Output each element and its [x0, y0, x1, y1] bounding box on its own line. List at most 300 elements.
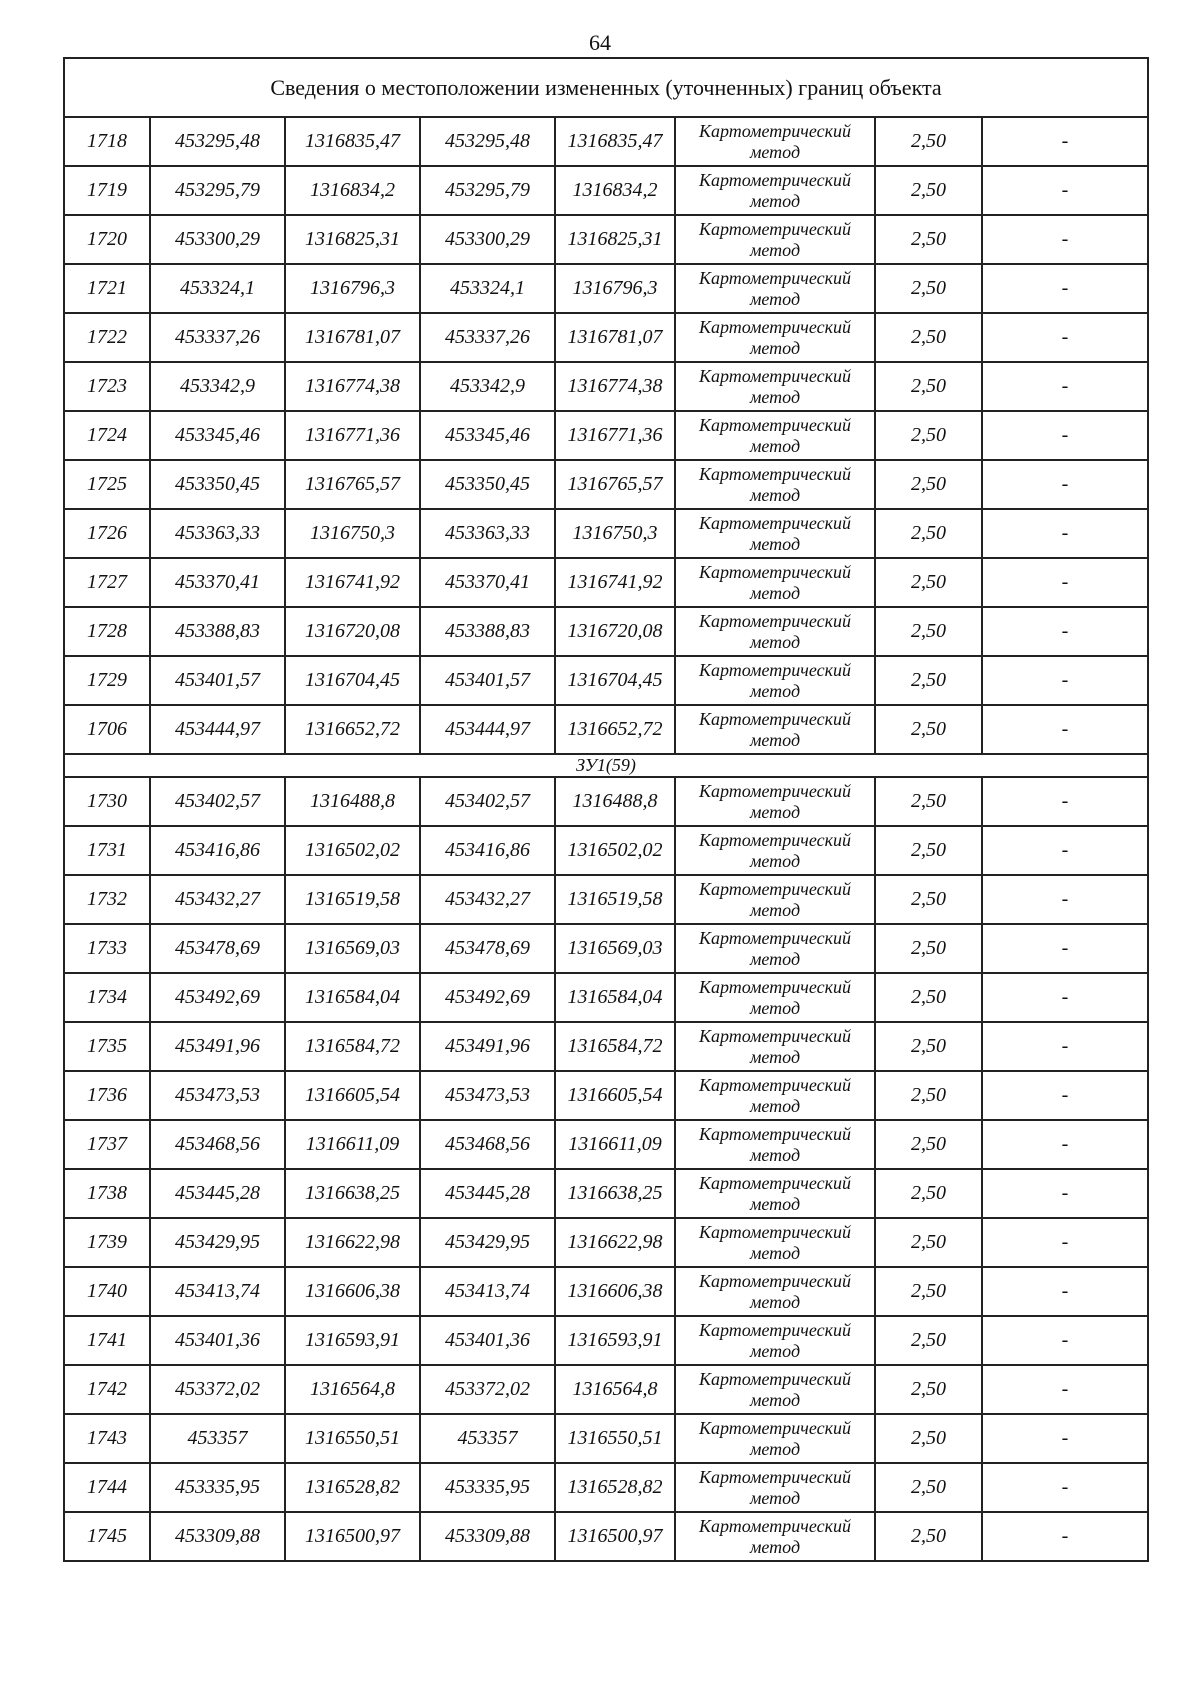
- method-text: метод: [749, 1291, 801, 1312]
- method-text: Картометрический: [698, 414, 851, 435]
- point-number-cell: 1728: [64, 607, 150, 656]
- method-text: Картометрический: [698, 708, 851, 729]
- existing-x-cell: 453401,57: [150, 656, 285, 705]
- method-text: Картометрический: [698, 218, 851, 239]
- refined-x-cell: 453335,95: [420, 1463, 555, 1512]
- accuracy-cell: 2,50: [875, 924, 982, 973]
- method-cell: [675, 1022, 875, 1071]
- accuracy-cell: 2,50: [875, 460, 982, 509]
- refined-x-cell: 453370,41: [420, 558, 555, 607]
- method-cell: [675, 1267, 875, 1316]
- existing-x-cell: 453473,53: [150, 1071, 285, 1120]
- accuracy-cell: 2,50: [875, 1120, 982, 1169]
- table-row: [64, 1022, 1148, 1071]
- refined-y-cell: 1316771,36: [555, 411, 675, 460]
- accuracy-cell: 2,50: [875, 264, 982, 313]
- note-cell: -: [982, 1120, 1148, 1169]
- existing-y-cell: 1316611,09: [285, 1120, 420, 1169]
- method-cell: [675, 1365, 875, 1414]
- existing-x-cell: 453416,86: [150, 826, 285, 875]
- method-text: Картометрический: [698, 120, 851, 141]
- table-row: [64, 117, 1148, 166]
- existing-y-cell: 1316638,25: [285, 1169, 420, 1218]
- table-body: [64, 117, 1148, 1561]
- refined-y-cell: 1316605,54: [555, 1071, 675, 1120]
- method-text: Картометрический: [698, 1123, 851, 1144]
- refined-y-cell: 1316564,8: [555, 1365, 675, 1414]
- refined-x-cell: 453342,9: [420, 362, 555, 411]
- method-text: метод: [749, 1193, 801, 1214]
- method-cell: [675, 777, 875, 826]
- refined-x-cell: 453350,45: [420, 460, 555, 509]
- refined-x-cell: 453388,83: [420, 607, 555, 656]
- method-text: Картометрический: [698, 365, 851, 386]
- method-text: Картометрический: [698, 976, 851, 997]
- existing-x-cell: 453345,46: [150, 411, 285, 460]
- refined-y-cell: 1316835,47: [555, 117, 675, 166]
- note-cell: -: [982, 1512, 1148, 1561]
- accuracy-cell: 2,50: [875, 215, 982, 264]
- method-text: метод: [749, 435, 801, 456]
- method-text: метод: [749, 899, 801, 920]
- point-number-cell: 1737: [64, 1120, 150, 1169]
- point-number-cell: 1740: [64, 1267, 150, 1316]
- note-cell: -: [982, 1218, 1148, 1267]
- accuracy-cell: 2,50: [875, 973, 982, 1022]
- table-row: [64, 705, 1148, 754]
- section-row: [64, 754, 1148, 777]
- point-number-cell: 1731: [64, 826, 150, 875]
- method-cell: [675, 705, 875, 754]
- method-cell: [675, 509, 875, 558]
- refined-y-cell: 1316638,25: [555, 1169, 675, 1218]
- method-text: метод: [749, 801, 801, 822]
- accuracy-cell: 2,50: [875, 656, 982, 705]
- note-cell: -: [982, 264, 1148, 313]
- existing-y-cell: 1316502,02: [285, 826, 420, 875]
- method-cell: [675, 264, 875, 313]
- refined-x-cell: 453416,86: [420, 826, 555, 875]
- existing-x-cell: 453445,28: [150, 1169, 285, 1218]
- method-cell: [675, 826, 875, 875]
- point-number-cell: 1723: [64, 362, 150, 411]
- note-cell: -: [982, 1316, 1148, 1365]
- table-row: [64, 875, 1148, 924]
- note-cell: -: [982, 117, 1148, 166]
- method-text: метод: [749, 1144, 801, 1165]
- method-text: метод: [749, 1389, 801, 1410]
- existing-x-cell: 453357: [150, 1414, 285, 1463]
- point-number-cell: 1741: [64, 1316, 150, 1365]
- existing-x-cell: 453335,95: [150, 1463, 285, 1512]
- method-text: Картометрический: [698, 169, 851, 190]
- refined-x-cell: 453401,57: [420, 656, 555, 705]
- table-row: [64, 1218, 1148, 1267]
- refined-x-cell: 453295,48: [420, 117, 555, 166]
- existing-x-cell: 453401,36: [150, 1316, 285, 1365]
- method-text: метод: [749, 1438, 801, 1459]
- point-number-cell: 1735: [64, 1022, 150, 1071]
- existing-x-cell: 453342,9: [150, 362, 285, 411]
- refined-y-cell: 1316720,08: [555, 607, 675, 656]
- table-row: [64, 1120, 1148, 1169]
- table-row: [64, 411, 1148, 460]
- refined-y-cell: 1316796,3: [555, 264, 675, 313]
- accuracy-cell: 2,50: [875, 1463, 982, 1512]
- note-cell: -: [982, 607, 1148, 656]
- point-number-cell: 1706: [64, 705, 150, 754]
- existing-x-cell: 453350,45: [150, 460, 285, 509]
- table-row: [64, 777, 1148, 826]
- accuracy-cell: 2,50: [875, 1267, 982, 1316]
- existing-y-cell: 1316564,8: [285, 1365, 420, 1414]
- note-cell: -: [982, 875, 1148, 924]
- refined-x-cell: 453478,69: [420, 924, 555, 973]
- note-cell: -: [982, 509, 1148, 558]
- refined-y-cell: 1316584,04: [555, 973, 675, 1022]
- method-cell: [675, 558, 875, 607]
- refined-x-cell: 453337,26: [420, 313, 555, 362]
- accuracy-cell: 2,50: [875, 777, 982, 826]
- point-number-cell: 1744: [64, 1463, 150, 1512]
- existing-y-cell: 1316750,3: [285, 509, 420, 558]
- refined-y-cell: 1316488,8: [555, 777, 675, 826]
- refined-y-cell: 1316584,72: [555, 1022, 675, 1071]
- method-text: Картометрический: [698, 1368, 851, 1389]
- refined-x-cell: 453324,1: [420, 264, 555, 313]
- existing-x-cell: 453324,1: [150, 264, 285, 313]
- method-text: Картометрический: [698, 463, 851, 484]
- method-text: метод: [749, 337, 801, 358]
- refined-y-cell: 1316622,98: [555, 1218, 675, 1267]
- refined-x-cell: 453401,36: [420, 1316, 555, 1365]
- existing-y-cell: 1316605,54: [285, 1071, 420, 1120]
- method-text: метод: [749, 1487, 801, 1508]
- existing-x-cell: 453370,41: [150, 558, 285, 607]
- note-cell: -: [982, 973, 1148, 1022]
- refined-x-cell: 453432,27: [420, 875, 555, 924]
- note-cell: -: [982, 924, 1148, 973]
- table-row: [64, 1512, 1148, 1561]
- refined-x-cell: 453363,33: [420, 509, 555, 558]
- note-cell: -: [982, 460, 1148, 509]
- refined-x-cell: 453473,53: [420, 1071, 555, 1120]
- existing-y-cell: 1316652,72: [285, 705, 420, 754]
- existing-x-cell: 453309,88: [150, 1512, 285, 1561]
- method-cell: [675, 973, 875, 1022]
- accuracy-cell: 2,50: [875, 1218, 982, 1267]
- accuracy-cell: 2,50: [875, 1365, 982, 1414]
- refined-x-cell: 453492,69: [420, 973, 555, 1022]
- point-number-cell: 1724: [64, 411, 150, 460]
- accuracy-cell: 2,50: [875, 1071, 982, 1120]
- method-text: метод: [749, 288, 801, 309]
- point-number-cell: 1734: [64, 973, 150, 1022]
- existing-y-cell: 1316774,38: [285, 362, 420, 411]
- method-text: метод: [749, 948, 801, 969]
- note-cell: -: [982, 1071, 1148, 1120]
- existing-y-cell: 1316765,57: [285, 460, 420, 509]
- refined-x-cell: 453372,02: [420, 1365, 555, 1414]
- method-text: метод: [749, 1242, 801, 1263]
- existing-y-cell: 1316704,45: [285, 656, 420, 705]
- method-text: Картометрический: [698, 1172, 851, 1193]
- method-text: метод: [749, 1095, 801, 1116]
- point-number-cell: 1738: [64, 1169, 150, 1218]
- method-text: Картометрический: [698, 267, 851, 288]
- method-cell: [675, 1463, 875, 1512]
- method-cell: [675, 1218, 875, 1267]
- accuracy-cell: 2,50: [875, 1316, 982, 1365]
- method-text: Картометрический: [698, 659, 851, 680]
- refined-y-cell: 1316502,02: [555, 826, 675, 875]
- method-text: Картометрический: [698, 780, 851, 801]
- table-row: [64, 607, 1148, 656]
- note-cell: -: [982, 1169, 1148, 1218]
- point-number-cell: 1727: [64, 558, 150, 607]
- table-row: [64, 362, 1148, 411]
- table-row: [64, 509, 1148, 558]
- accuracy-cell: 2,50: [875, 1022, 982, 1071]
- existing-x-cell: 453478,69: [150, 924, 285, 973]
- table-row: [64, 558, 1148, 607]
- method-text: метод: [749, 533, 801, 554]
- table-row: [64, 1071, 1148, 1120]
- method-text: метод: [749, 631, 801, 652]
- method-text: метод: [749, 190, 801, 211]
- method-text: Картометрический: [698, 512, 851, 533]
- point-number-cell: 1720: [64, 215, 150, 264]
- accuracy-cell: 2,50: [875, 362, 982, 411]
- method-text: Картометрический: [698, 1025, 851, 1046]
- existing-y-cell: 1316569,03: [285, 924, 420, 973]
- existing-y-cell: 1316606,38: [285, 1267, 420, 1316]
- refined-y-cell: 1316834,2: [555, 166, 675, 215]
- note-cell: -: [982, 362, 1148, 411]
- point-number-cell: 1718: [64, 117, 150, 166]
- existing-y-cell: 1316796,3: [285, 264, 420, 313]
- existing-y-cell: 1316741,92: [285, 558, 420, 607]
- method-text: метод: [749, 239, 801, 260]
- accuracy-cell: 2,50: [875, 875, 982, 924]
- refined-x-cell: 453345,46: [420, 411, 555, 460]
- accuracy-cell: 2,50: [875, 509, 982, 558]
- note-cell: -: [982, 656, 1148, 705]
- refined-x-cell: 453357: [420, 1414, 555, 1463]
- page-number: 64: [589, 30, 611, 55]
- accuracy-cell: 2,50: [875, 313, 982, 362]
- refined-x-cell: 453413,74: [420, 1267, 555, 1316]
- table-row: [64, 264, 1148, 313]
- point-number-cell: 1725: [64, 460, 150, 509]
- table-row: [64, 215, 1148, 264]
- refined-x-cell: 453491,96: [420, 1022, 555, 1071]
- existing-x-cell: 453295,48: [150, 117, 285, 166]
- method-text: Картометрический: [698, 1221, 851, 1242]
- method-text: Картометрический: [698, 927, 851, 948]
- point-number-cell: 1733: [64, 924, 150, 973]
- method-cell: [675, 1414, 875, 1463]
- note-cell: -: [982, 705, 1148, 754]
- accuracy-cell: 2,50: [875, 1169, 982, 1218]
- note-cell: -: [982, 826, 1148, 875]
- existing-y-cell: 1316519,58: [285, 875, 420, 924]
- existing-x-cell: 453413,74: [150, 1267, 285, 1316]
- accuracy-cell: 2,50: [875, 705, 982, 754]
- accuracy-cell: 2,50: [875, 117, 982, 166]
- table-row: [64, 1316, 1148, 1365]
- existing-y-cell: 1316584,04: [285, 973, 420, 1022]
- method-cell: [675, 215, 875, 264]
- existing-y-cell: 1316584,72: [285, 1022, 420, 1071]
- method-text: метод: [749, 997, 801, 1018]
- refined-y-cell: 1316704,45: [555, 656, 675, 705]
- table-row: [64, 924, 1148, 973]
- refined-y-cell: 1316606,38: [555, 1267, 675, 1316]
- method-text: метод: [749, 1046, 801, 1067]
- existing-y-cell: 1316781,07: [285, 313, 420, 362]
- table-row: [64, 826, 1148, 875]
- refined-x-cell: 453445,28: [420, 1169, 555, 1218]
- method-cell: [675, 1120, 875, 1169]
- refined-y-cell: 1316611,09: [555, 1120, 675, 1169]
- refined-x-cell: 453300,29: [420, 215, 555, 264]
- table-row: [64, 313, 1148, 362]
- coordinates-table: [63, 57, 1149, 1562]
- refined-y-cell: 1316825,31: [555, 215, 675, 264]
- method-text: метод: [749, 680, 801, 701]
- method-text: метод: [749, 141, 801, 162]
- existing-x-cell: 453432,27: [150, 875, 285, 924]
- method-cell: [675, 460, 875, 509]
- accuracy-cell: 2,50: [875, 166, 982, 215]
- note-cell: -: [982, 1267, 1148, 1316]
- refined-y-cell: 1316781,07: [555, 313, 675, 362]
- existing-y-cell: 1316500,97: [285, 1512, 420, 1561]
- table-title: Сведения о местоположении измененных (уточненных) границ объекта: [64, 58, 1148, 117]
- method-cell: [675, 924, 875, 973]
- existing-x-cell: 453491,96: [150, 1022, 285, 1071]
- existing-x-cell: 453468,56: [150, 1120, 285, 1169]
- method-cell: [675, 656, 875, 705]
- point-number-cell: 1729: [64, 656, 150, 705]
- table-row: [64, 1414, 1148, 1463]
- method-cell: [675, 1512, 875, 1561]
- existing-x-cell: 453492,69: [150, 973, 285, 1022]
- method-cell: [675, 1169, 875, 1218]
- existing-y-cell: 1316834,2: [285, 166, 420, 215]
- note-cell: -: [982, 411, 1148, 460]
- point-number-cell: 1743: [64, 1414, 150, 1463]
- refined-y-cell: 1316550,51: [555, 1414, 675, 1463]
- point-number-cell: 1719: [64, 166, 150, 215]
- note-cell: -: [982, 1365, 1148, 1414]
- method-text: метод: [749, 484, 801, 505]
- existing-y-cell: 1316528,82: [285, 1463, 420, 1512]
- accuracy-cell: 2,50: [875, 558, 982, 607]
- note-cell: -: [982, 313, 1148, 362]
- refined-y-cell: 1316593,91: [555, 1316, 675, 1365]
- method-text: Картометрический: [698, 316, 851, 337]
- method-text: метод: [749, 850, 801, 871]
- refined-x-cell: 453429,95: [420, 1218, 555, 1267]
- method-cell: [675, 166, 875, 215]
- method-text: метод: [749, 386, 801, 407]
- method-cell: [675, 411, 875, 460]
- method-text: Картометрический: [698, 610, 851, 631]
- table-row: [64, 656, 1148, 705]
- existing-y-cell: 1316593,91: [285, 1316, 420, 1365]
- method-cell: [675, 362, 875, 411]
- existing-y-cell: 1316771,36: [285, 411, 420, 460]
- refined-x-cell: 453468,56: [420, 1120, 555, 1169]
- table-row: [64, 1267, 1148, 1316]
- existing-y-cell: 1316550,51: [285, 1414, 420, 1463]
- table-row: [64, 1169, 1148, 1218]
- point-number-cell: 1739: [64, 1218, 150, 1267]
- point-number-cell: 1742: [64, 1365, 150, 1414]
- point-number-cell: 1736: [64, 1071, 150, 1120]
- method-cell: [675, 313, 875, 362]
- existing-x-cell: 453337,26: [150, 313, 285, 362]
- note-cell: -: [982, 215, 1148, 264]
- note-cell: -: [982, 558, 1148, 607]
- refined-y-cell: 1316528,82: [555, 1463, 675, 1512]
- method-text: Картометрический: [698, 561, 851, 582]
- note-cell: -: [982, 166, 1148, 215]
- table-row: [64, 973, 1148, 1022]
- refined-x-cell: 453309,88: [420, 1512, 555, 1561]
- existing-y-cell: 1316825,31: [285, 215, 420, 264]
- method-text: метод: [749, 729, 801, 750]
- point-number-cell: 1721: [64, 264, 150, 313]
- method-text: Картометрический: [698, 1074, 851, 1095]
- method-text: Картометрический: [698, 878, 851, 899]
- method-text: Картометрический: [698, 1515, 851, 1536]
- existing-y-cell: 1316622,98: [285, 1218, 420, 1267]
- refined-y-cell: 1316652,72: [555, 705, 675, 754]
- existing-x-cell: 453372,02: [150, 1365, 285, 1414]
- method-text: Картометрический: [698, 829, 851, 850]
- table-row: [64, 460, 1148, 509]
- refined-x-cell: 453444,97: [420, 705, 555, 754]
- point-number-cell: 1722: [64, 313, 150, 362]
- accuracy-cell: 2,50: [875, 1414, 982, 1463]
- existing-x-cell: 453429,95: [150, 1218, 285, 1267]
- point-number-cell: 1745: [64, 1512, 150, 1561]
- refined-y-cell: 1316741,92: [555, 558, 675, 607]
- method-text: Картометрический: [698, 1319, 851, 1340]
- accuracy-cell: 2,50: [875, 607, 982, 656]
- refined-x-cell: 453295,79: [420, 166, 555, 215]
- table-row: [64, 166, 1148, 215]
- existing-x-cell: 453444,97: [150, 705, 285, 754]
- existing-x-cell: 453402,57: [150, 777, 285, 826]
- existing-y-cell: 1316835,47: [285, 117, 420, 166]
- method-text: метод: [749, 1536, 801, 1557]
- method-cell: [675, 607, 875, 656]
- point-number-cell: 1732: [64, 875, 150, 924]
- method-text: метод: [749, 1340, 801, 1361]
- method-text: Картометрический: [698, 1417, 851, 1438]
- refined-x-cell: 453402,57: [420, 777, 555, 826]
- table-row: [64, 1463, 1148, 1512]
- existing-x-cell: 453363,33: [150, 509, 285, 558]
- existing-x-cell: 453300,29: [150, 215, 285, 264]
- table-row: [64, 1365, 1148, 1414]
- method-text: метод: [749, 582, 801, 603]
- existing-y-cell: 1316720,08: [285, 607, 420, 656]
